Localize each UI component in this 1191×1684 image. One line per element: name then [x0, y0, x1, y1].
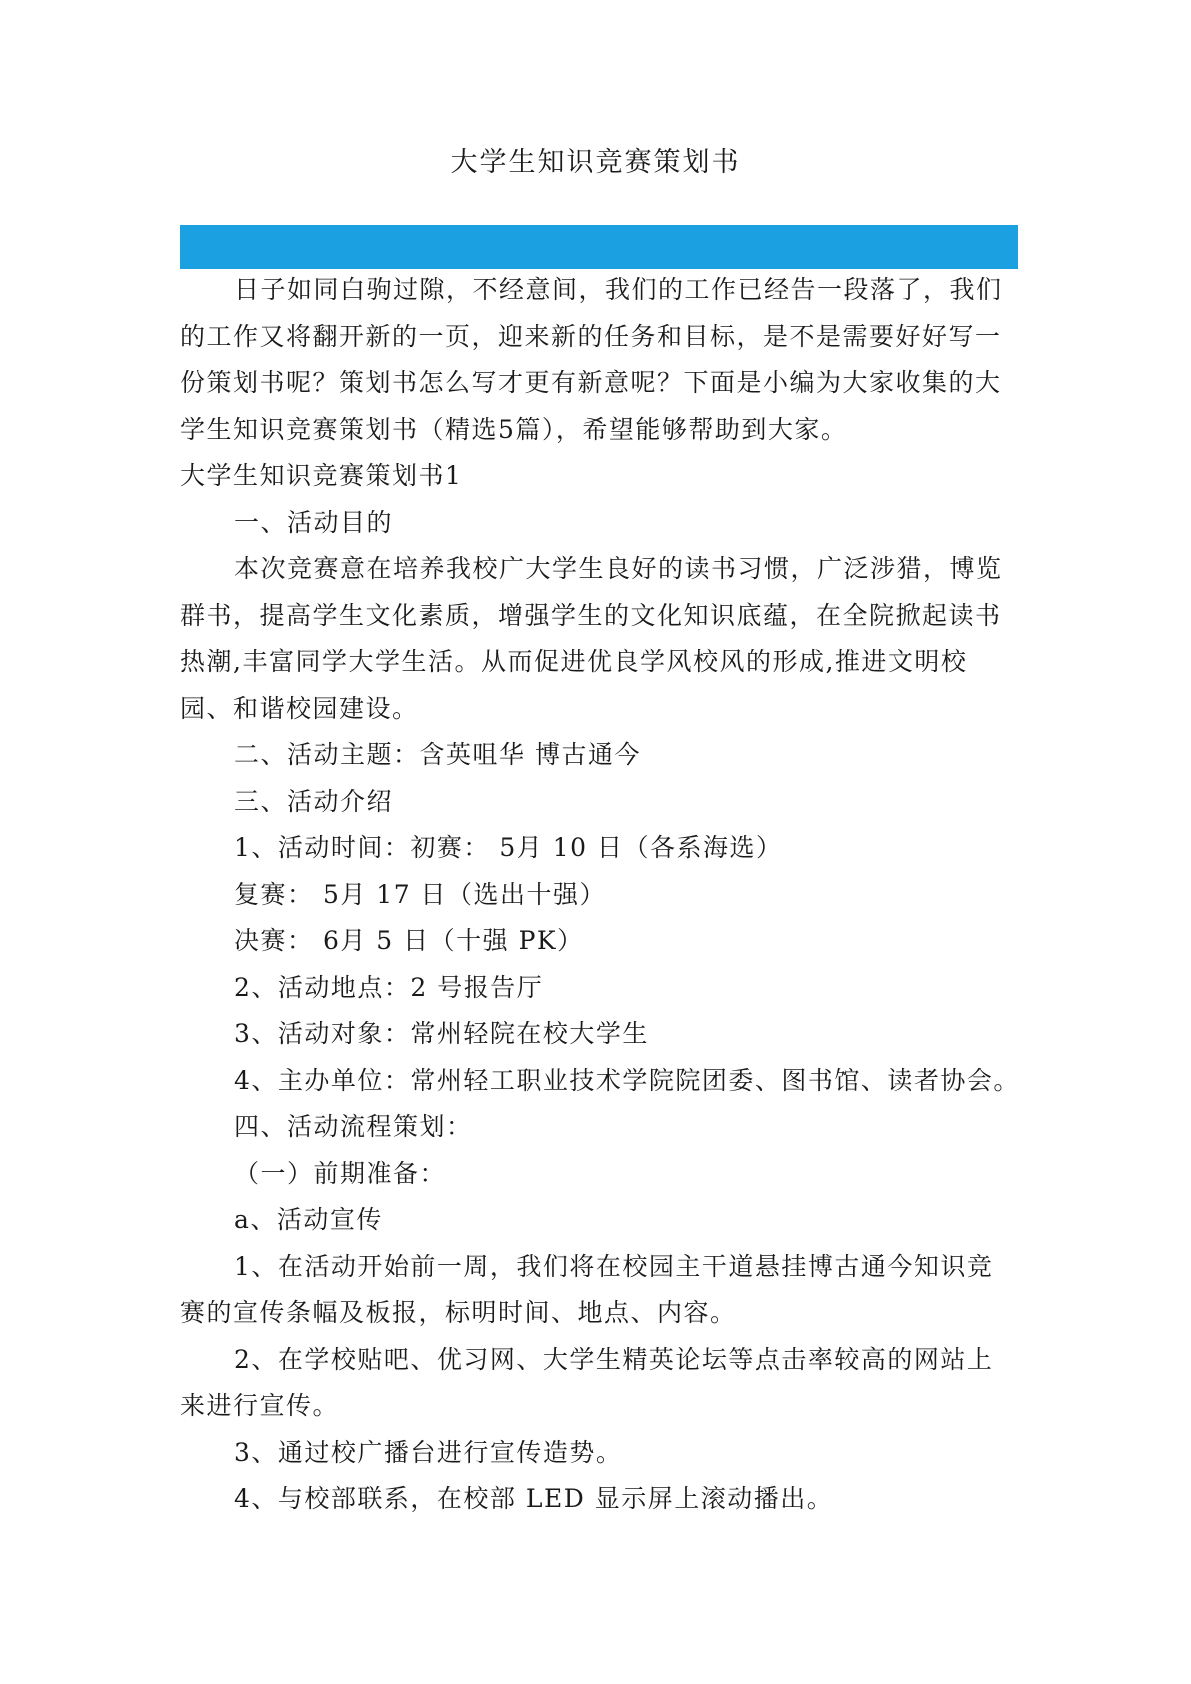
document-title: 大学生知识竞赛策划书 — [450, 147, 741, 178]
item-time: 1、活动时间：初赛： 5月 10 日（各系海选） — [234, 833, 783, 862]
heading-promotion: a、活动宣传 — [234, 1205, 383, 1234]
document-body — [180, 267, 1018, 1523]
heading-theme: 二、活动主题：含英咀华 博古通今 — [234, 740, 641, 769]
promotion-item-4: 4、与校部联系，在校部 LED 显示屏上滚动播出。 — [234, 1484, 834, 1513]
item-audience: 3、活动对象：常州轻院在校大学生 — [234, 1019, 649, 1048]
item-organizer: 4、主办单位：常州轻工职业技术学院院团委、图书馆、读者协会。 — [234, 1065, 1020, 1095]
paragraph-purpose: 本次竞赛意在培养我校广大学生良好的读书习惯，广泛涉猎，博览群书，提高学生文化素质，增强学生的文化知识底蕴，在全院掀起读书热潮,丰富同学大学生活。从而促进优良学风校风的形成,推进文明校园、和谐校园建设。 — [180, 554, 1003, 723]
intro-paragraph: 日子如同白驹过隙，不经意间，我们的工作已经告一段落了，我们的工作又将翻开新的一页，迎来新的任务和目标，是不是需要好好写一份策划书呢？策划书怎么写才更有新意呢？下面是小编为大家收集的大学生知识竞赛策划书（精选5篇），希望能够帮助到大家。 — [180, 275, 1003, 444]
item-final: 决赛： 6月 5 日（十强 PK） — [234, 926, 584, 955]
heading-preparation: （一）前期准备： — [234, 1158, 447, 1188]
promotion-item-3: 3、通过校广播台进行宣传造势。 — [234, 1437, 623, 1467]
heading-process: 四、活动流程策划： — [234, 1112, 473, 1141]
item-venue: 2、活动地点：2 号报告厅 — [234, 972, 544, 1002]
heading-purpose: 一、活动目的 — [234, 507, 394, 537]
section-heading: 大学生知识竞赛策划书1 — [180, 461, 463, 490]
header-banner — [180, 225, 1018, 269]
promotion-item-1: 1、在活动开始前一周，我们将在校园主干道悬挂博古通今知识竞赛的宣传条幅及板报，标明时间、地点、内容。 — [180, 1251, 994, 1327]
promotion-item-2: 2、在学校贴吧、优习网、大学生精英论坛等点击率较高的网站上来进行宣传。 — [180, 1344, 994, 1420]
heading-intro: 三、活动介绍 — [234, 786, 394, 816]
item-semifinal: 复赛： 5月 17 日（选出十强） — [234, 879, 607, 909]
